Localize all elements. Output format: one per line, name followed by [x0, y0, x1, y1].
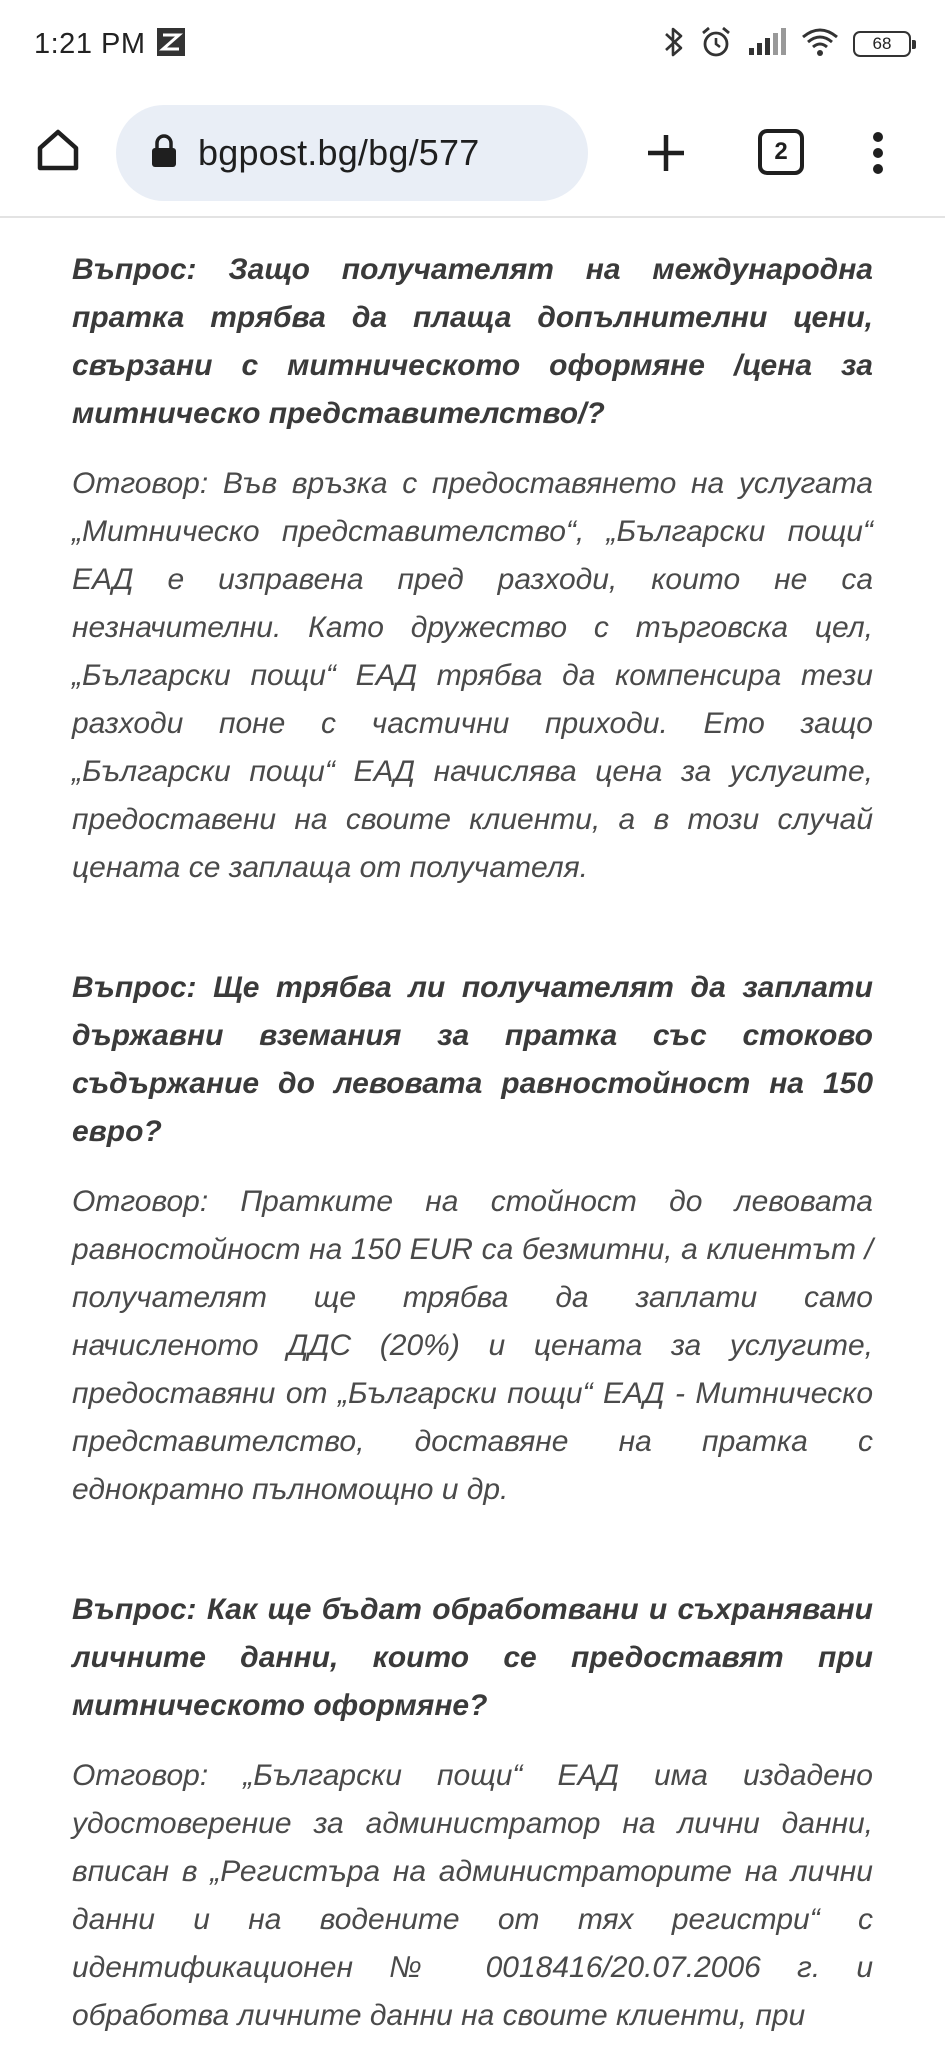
faq-item [72, 246, 873, 892]
tab-switcher-button[interactable] [758, 129, 804, 175]
signal-icon [747, 27, 787, 62]
faq-question: Въпрос: Защо получателят на международна пратка трябва да плаща допълнителни цени, свързани с митническото оформяне /цена за митническо представителство/? [72, 253, 873, 430]
tab-count: 2 [774, 138, 788, 165]
status-time: 1:21 PM [34, 27, 146, 60]
screenshot-icon [156, 27, 186, 62]
battery-level: 68 [872, 34, 892, 53]
lock-icon [150, 134, 178, 173]
more-vert-icon [871, 131, 885, 175]
faq-item [72, 1586, 873, 2040]
plus-icon [646, 133, 686, 173]
wifi-icon [801, 27, 839, 62]
bluetooth-icon [663, 25, 685, 64]
url-text: bgpost.bg/bg/577 [198, 132, 480, 173]
status-left [34, 27, 186, 62]
home-icon [35, 127, 81, 173]
status-right [663, 25, 911, 64]
faq-question: Въпрос: Как ще бъдат обработвани и съхранявани личните данни, които се предоставят при митническото оформяне? [72, 1593, 873, 1722]
address-bar[interactable] [116, 105, 588, 201]
faq-question: Въпрос: Ще трябва ли получателят да заплати държавни вземания за пратка със стоково съдържание до левовата равностойност на 150 евро? [72, 971, 873, 1148]
status-bar [0, 0, 945, 88]
faq-answer: Отговор: Във връзка с предоставянето на услугата „Митническо представителство“, „Български пощи“ ЕАД е изправена пред разходи, които не са незначителни. Като дружество с търговска цел, „Български пощи“ ЕАД трябва да компенсира тези разходи поне с частични приходи. Ето защо „Български пощи“ ЕАД начислява цена за услугите, предоставени на своите клиенти, а в този случай цената се заплаща от получателя. [72, 467, 873, 884]
faq-answer: Отговор: „Български пощи“ ЕАД има издадено удостоверение за администратор на лични данни, вписан в „Регистъра на администраторите на лични данни и на водените от тях регистри“ с идентификационен № 0018416/20.07.2006 г. и обработва личните данни на своите клиенти, при [72, 1759, 873, 2032]
browser-toolbar [0, 88, 945, 218]
home-button[interactable] [30, 122, 86, 178]
alarm-icon [699, 25, 733, 64]
faq-content [72, 218, 873, 2040]
new-tab-button[interactable] [638, 125, 694, 181]
faq-item [72, 964, 873, 1514]
battery-icon [853, 31, 911, 57]
faq-answer: Отговор: Пратките на стойност до левовата равностойност на 150 EUR са безмитни, а клиентът / получателят ще трябва да заплати само начисленото ДДС (20%) и цената за услугите, предоставяни от „Български пощи“ ЕАД - Митническо представителство, доставяне на пратка с еднократно пълномощно и др. [72, 1185, 873, 1506]
more-menu-button[interactable] [858, 125, 898, 181]
